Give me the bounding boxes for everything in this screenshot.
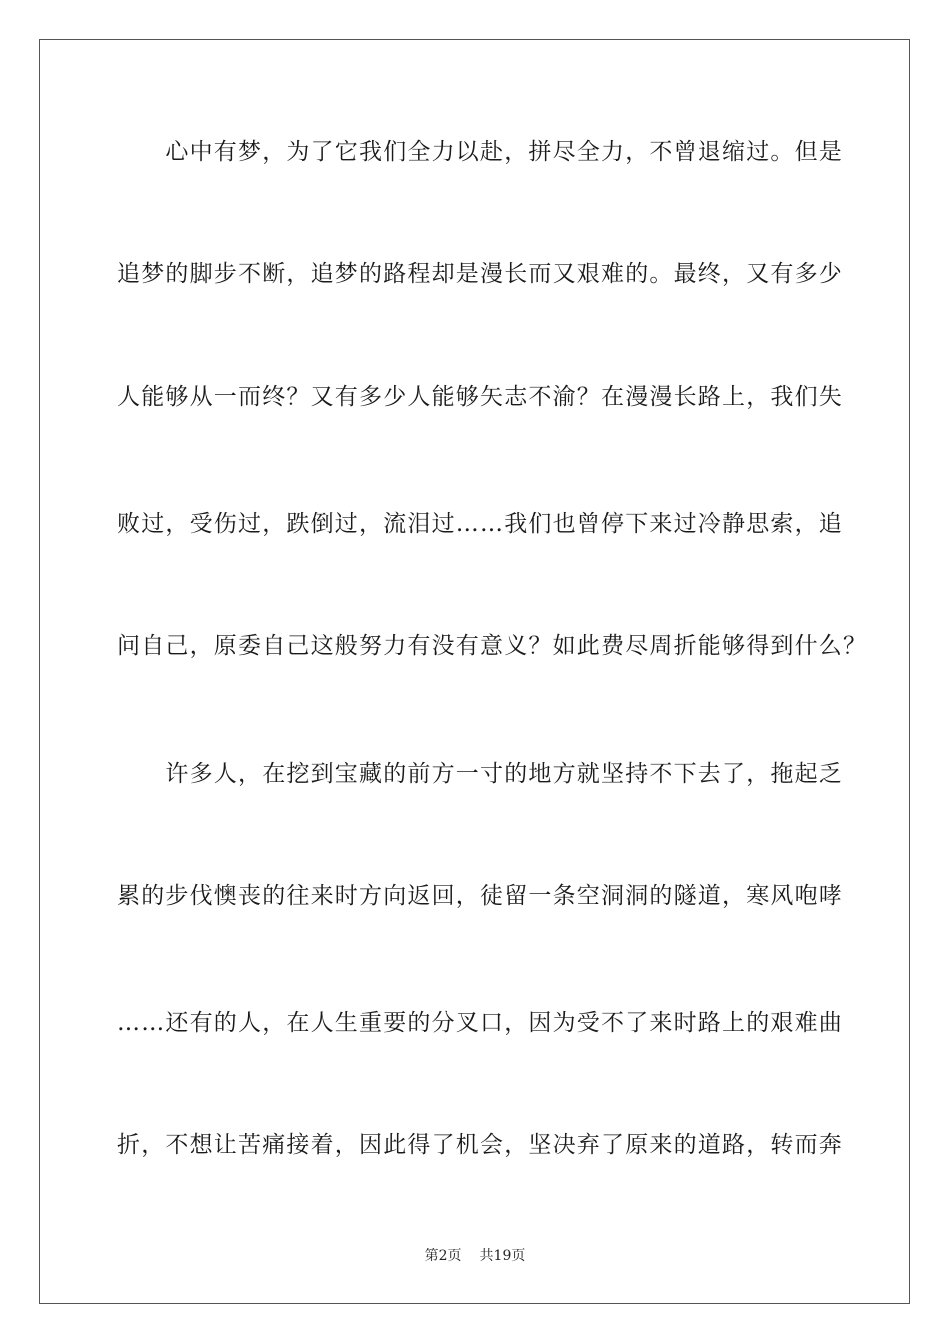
page-number-total: 共19页 (479, 1248, 526, 1264)
page-footer (0, 1246, 950, 1266)
text-line: 追梦的脚步不断，追梦的路程却是漫长而又艰难的。最终，又有多少 (117, 261, 843, 287)
page-border (39, 39, 910, 1304)
text-line: 问自己，原委自己这般努力有没有意义？如此费尽周折能够得到什么？ (117, 633, 868, 659)
text-line: 累的步伐懊丧的往来时方向返回，徒留一条空洞洞的隧道，寒风咆哮 (117, 883, 843, 909)
page-number-current: 第2页 (424, 1248, 462, 1264)
text-line: 心中有梦，为了它我们全力以赴，拼尽全力，不曾退缩过。但是 (117, 139, 843, 165)
text-line: 败过，受伤过，跌倒过，流泪过……我们也曾停下来过冷静思索，追 (117, 511, 843, 537)
text-line: 人能够从一而终？又有多少人能够矢志不渝？在漫漫长路上，我们失 (117, 384, 843, 410)
text-line: ……还有的人，在人生重要的分叉口，因为受不了来时路上的艰难曲 (117, 1010, 843, 1036)
text-line: 许多人，在挖到宝藏的前方一寸的地方就坚持不下去了，拖起乏 (117, 761, 843, 787)
text-line: 折，不想让苦痛接着，因此得了机会，坚决弃了原来的道路，转而奔 (117, 1132, 843, 1158)
